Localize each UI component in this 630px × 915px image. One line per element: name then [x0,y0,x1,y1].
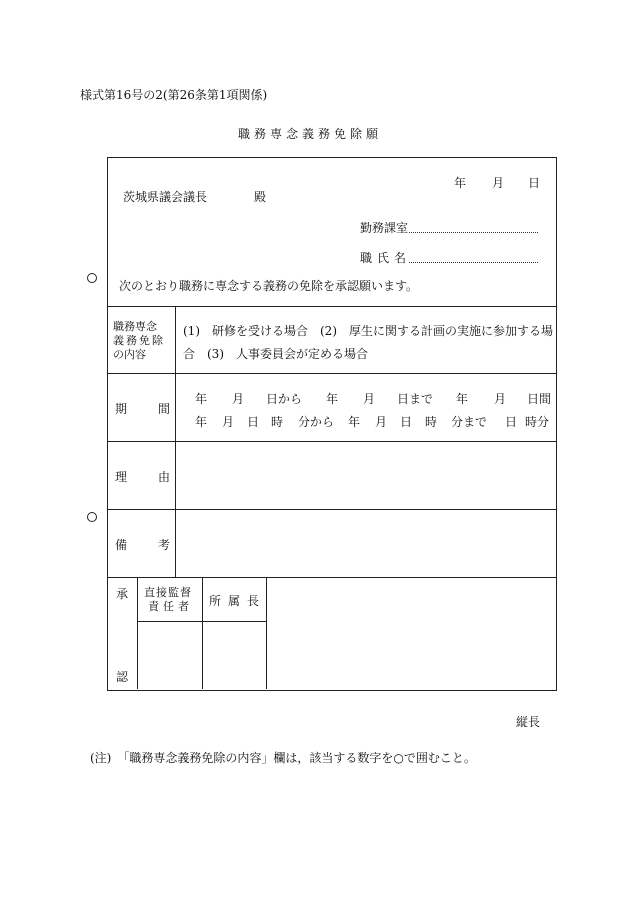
orientation-label: 縦長 [516,715,541,729]
period-line2-w6: 月 [375,415,388,429]
name-field[interactable] [409,262,538,263]
request-text: 次のとおり職務に専念する義務の免除を承認願います。 [119,279,419,293]
supervisor-label-line2: 責任者 [148,600,193,613]
period-line1-w1: 月 [232,392,245,406]
name-label: 職氏名 [360,251,412,265]
period-line2-w3: 時 [271,415,284,429]
content-label-line1: 職務専念 [113,320,157,333]
punch-hole-icon [87,512,97,522]
content-line2[interactable]: 合 (3) 人事委員会が定める場合 [183,347,368,361]
remarks-field[interactable] [176,510,555,577]
department-label: 勤務課室 [360,221,409,235]
department-field[interactable] [409,232,538,233]
period-line1-w3: 年 [326,392,339,406]
date-month-label: 月 [492,176,505,190]
period-line1-w5: 日まで [397,392,434,406]
reason-label-b: 由 [158,470,171,484]
period-line2-w9: 分まで [451,415,488,429]
period-line2-w11: 時分 [525,415,550,429]
period-line2-w5: 年 [348,415,361,429]
period-line2-w8: 時 [425,415,438,429]
reason-field[interactable] [176,442,555,509]
date-year-label: 年 [454,176,467,190]
chief-label: 所属長 [209,594,267,608]
period-line1-w4: 月 [363,392,376,406]
period-line1-w6: 年 [456,392,469,406]
honorific: 殿 [254,190,267,204]
content-label-line2: 義務免除 [113,334,165,347]
period-line2-w0: 年 [195,415,208,429]
period-line2-w4: 分から [298,415,335,429]
form-number: 様式第16号の2(第26条第1項関係) [80,88,268,102]
remarks-label-b: 考 [158,538,171,552]
content-line1[interactable]: (1) 研修を受ける場合 (2) 厚生に関する計画の実施に参加する場 [183,324,553,338]
content-label-line3: の内容 [113,348,146,361]
approval-label-bottom: 認 [116,670,129,684]
reason-label-a: 理 [115,470,128,484]
period-line2-w2: 日 [247,415,260,429]
period-label-b: 間 [158,402,171,416]
addressee: 茨城県議会議長 [123,190,208,204]
form-title: 職務専念義務免除願 [238,127,383,141]
chief-seal-box[interactable] [203,622,266,689]
punch-hole-icon [87,273,97,283]
date-day-label: 日 [528,176,541,190]
period-line2-w7: 日 [400,415,413,429]
period-line2-w10: 日 [505,415,518,429]
period-line2-w1: 月 [222,415,235,429]
supervisor-seal-box[interactable] [138,622,202,689]
approval-label-top: 承 [116,587,129,601]
remarks-label-a: 備 [115,538,128,552]
period-label-a: 期 [115,402,128,416]
period-line1-w2: 日から [266,392,303,406]
footnote: (注) 「職務専念義務免除の内容」欄は，該当する数字を○で囲むこと。 [90,751,476,765]
period-line1-w8: 日間 [527,392,552,406]
period-line1-w0: 年 [195,392,208,406]
period-line1-w7: 月 [494,392,507,406]
supervisor-label-line1: 直接監督 [144,586,192,599]
